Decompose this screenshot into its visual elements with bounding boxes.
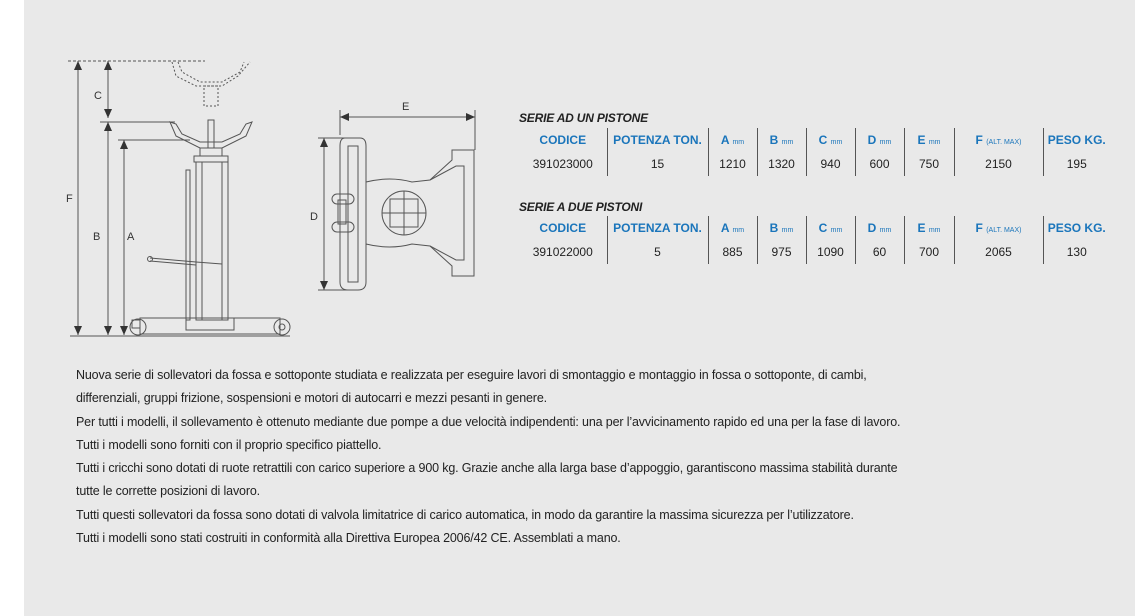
- header-b: B mm: [757, 216, 806, 240]
- cell-codice: 391023000: [519, 152, 607, 176]
- cell-c: 1090: [806, 240, 855, 264]
- series-title-one-piston: SERIE AD UN PISTONE: [519, 111, 648, 125]
- description-line: tutte le corrette posizioni di lavoro.: [76, 484, 260, 499]
- spec-table-two-pistons: [519, 216, 1110, 264]
- cell-a: 1210: [708, 152, 757, 176]
- header-d: D mm: [855, 128, 904, 152]
- description-line: differenziali, gruppi frizione, sospensioni e motori di autocarri e mezzi pesanti in genere.: [76, 391, 547, 406]
- header-peso: PESO KG.: [1047, 221, 1106, 235]
- description-line: Tutti i modelli sono stati costruiti in conformità alla Direttiva Europea 2006/42 CE. Assemblati a mano.: [76, 531, 621, 546]
- dimension-label-f: F: [66, 193, 73, 205]
- table-row: [519, 152, 1110, 176]
- header-f: F (ALT. MAX): [954, 128, 1043, 152]
- header-potenza: POTENZA TON.: [607, 216, 708, 240]
- dimension-label-b: B: [93, 231, 101, 243]
- cell-f: 2150: [954, 152, 1043, 176]
- cell-codice: 391022000: [519, 240, 607, 264]
- description-line: Tutti questi sollevatori da fossa sono dotati di valvola limitatrice di carico automatica, in modo da garantire la massima sicurezza per l’utilizzatore.: [76, 507, 854, 522]
- cell-peso: 195: [1066, 157, 1087, 171]
- header-a: A mm: [708, 216, 757, 240]
- cell-d: 60: [855, 240, 904, 264]
- dimension-label-e: E: [402, 101, 410, 113]
- header-c: C mm: [806, 216, 855, 240]
- header-e: E mm: [904, 216, 954, 240]
- cell-e: 700: [904, 240, 954, 264]
- header-codice: CODICE: [519, 128, 607, 152]
- jack-technical-drawing: [0, 0, 520, 350]
- spec-table-one-piston: [519, 128, 1110, 176]
- table-header-row: [519, 216, 1110, 240]
- dimension-label-c: C: [94, 90, 102, 102]
- table-header-row: [519, 128, 1110, 152]
- cell-f: 2065: [954, 240, 1043, 264]
- cell-potenza: 5: [607, 240, 708, 264]
- header-d: D mm: [855, 216, 904, 240]
- cell-a: 885: [708, 240, 757, 264]
- header-potenza: POTENZA TON.: [607, 128, 708, 152]
- description-line: Tutti i cricchi sono dotati di ruote retrattili con carico superiore a 900 kg. Grazie anche alla larga base d’appoggio, garantiscono massima stabilità durante: [76, 461, 898, 476]
- header-f: F (ALT. MAX): [954, 216, 1043, 240]
- header-c: C mm: [806, 128, 855, 152]
- description-line: Tutti i modelli sono forniti con il proprio specifico piattello.: [76, 437, 382, 452]
- product-description: [76, 364, 1056, 550]
- header-a: A mm: [708, 128, 757, 152]
- series-title-two-pistons: SERIE A DUE PISTONI: [519, 200, 643, 214]
- dimension-label-d: D: [310, 211, 318, 223]
- cell-potenza: 15: [607, 152, 708, 176]
- description-line: Per tutti i modelli, il sollevamento è ottenuto mediante due pompe a due velocità indipendenti: una per l’avvicinamento rapido ed una per la fase di lavoro.: [76, 414, 901, 429]
- cell-d: 600: [855, 152, 904, 176]
- cell-peso: 130: [1066, 245, 1087, 259]
- dimension-label-a: A: [127, 231, 135, 243]
- header-peso: PESO KG.: [1047, 133, 1106, 147]
- table-row: [519, 240, 1110, 264]
- header-codice: CODICE: [519, 216, 607, 240]
- header-b: B mm: [757, 128, 806, 152]
- description-line: Nuova serie di sollevatori da fossa e sottoponte studiata e realizzata per eseguire lavori di smontaggio e montaggio in fossa o sottoponte, di cambi,: [76, 368, 867, 382]
- cell-b: 1320: [757, 152, 806, 176]
- cell-c: 940: [806, 152, 855, 176]
- cell-e: 750: [904, 152, 954, 176]
- cell-b: 975: [757, 240, 806, 264]
- header-e: E mm: [904, 128, 954, 152]
